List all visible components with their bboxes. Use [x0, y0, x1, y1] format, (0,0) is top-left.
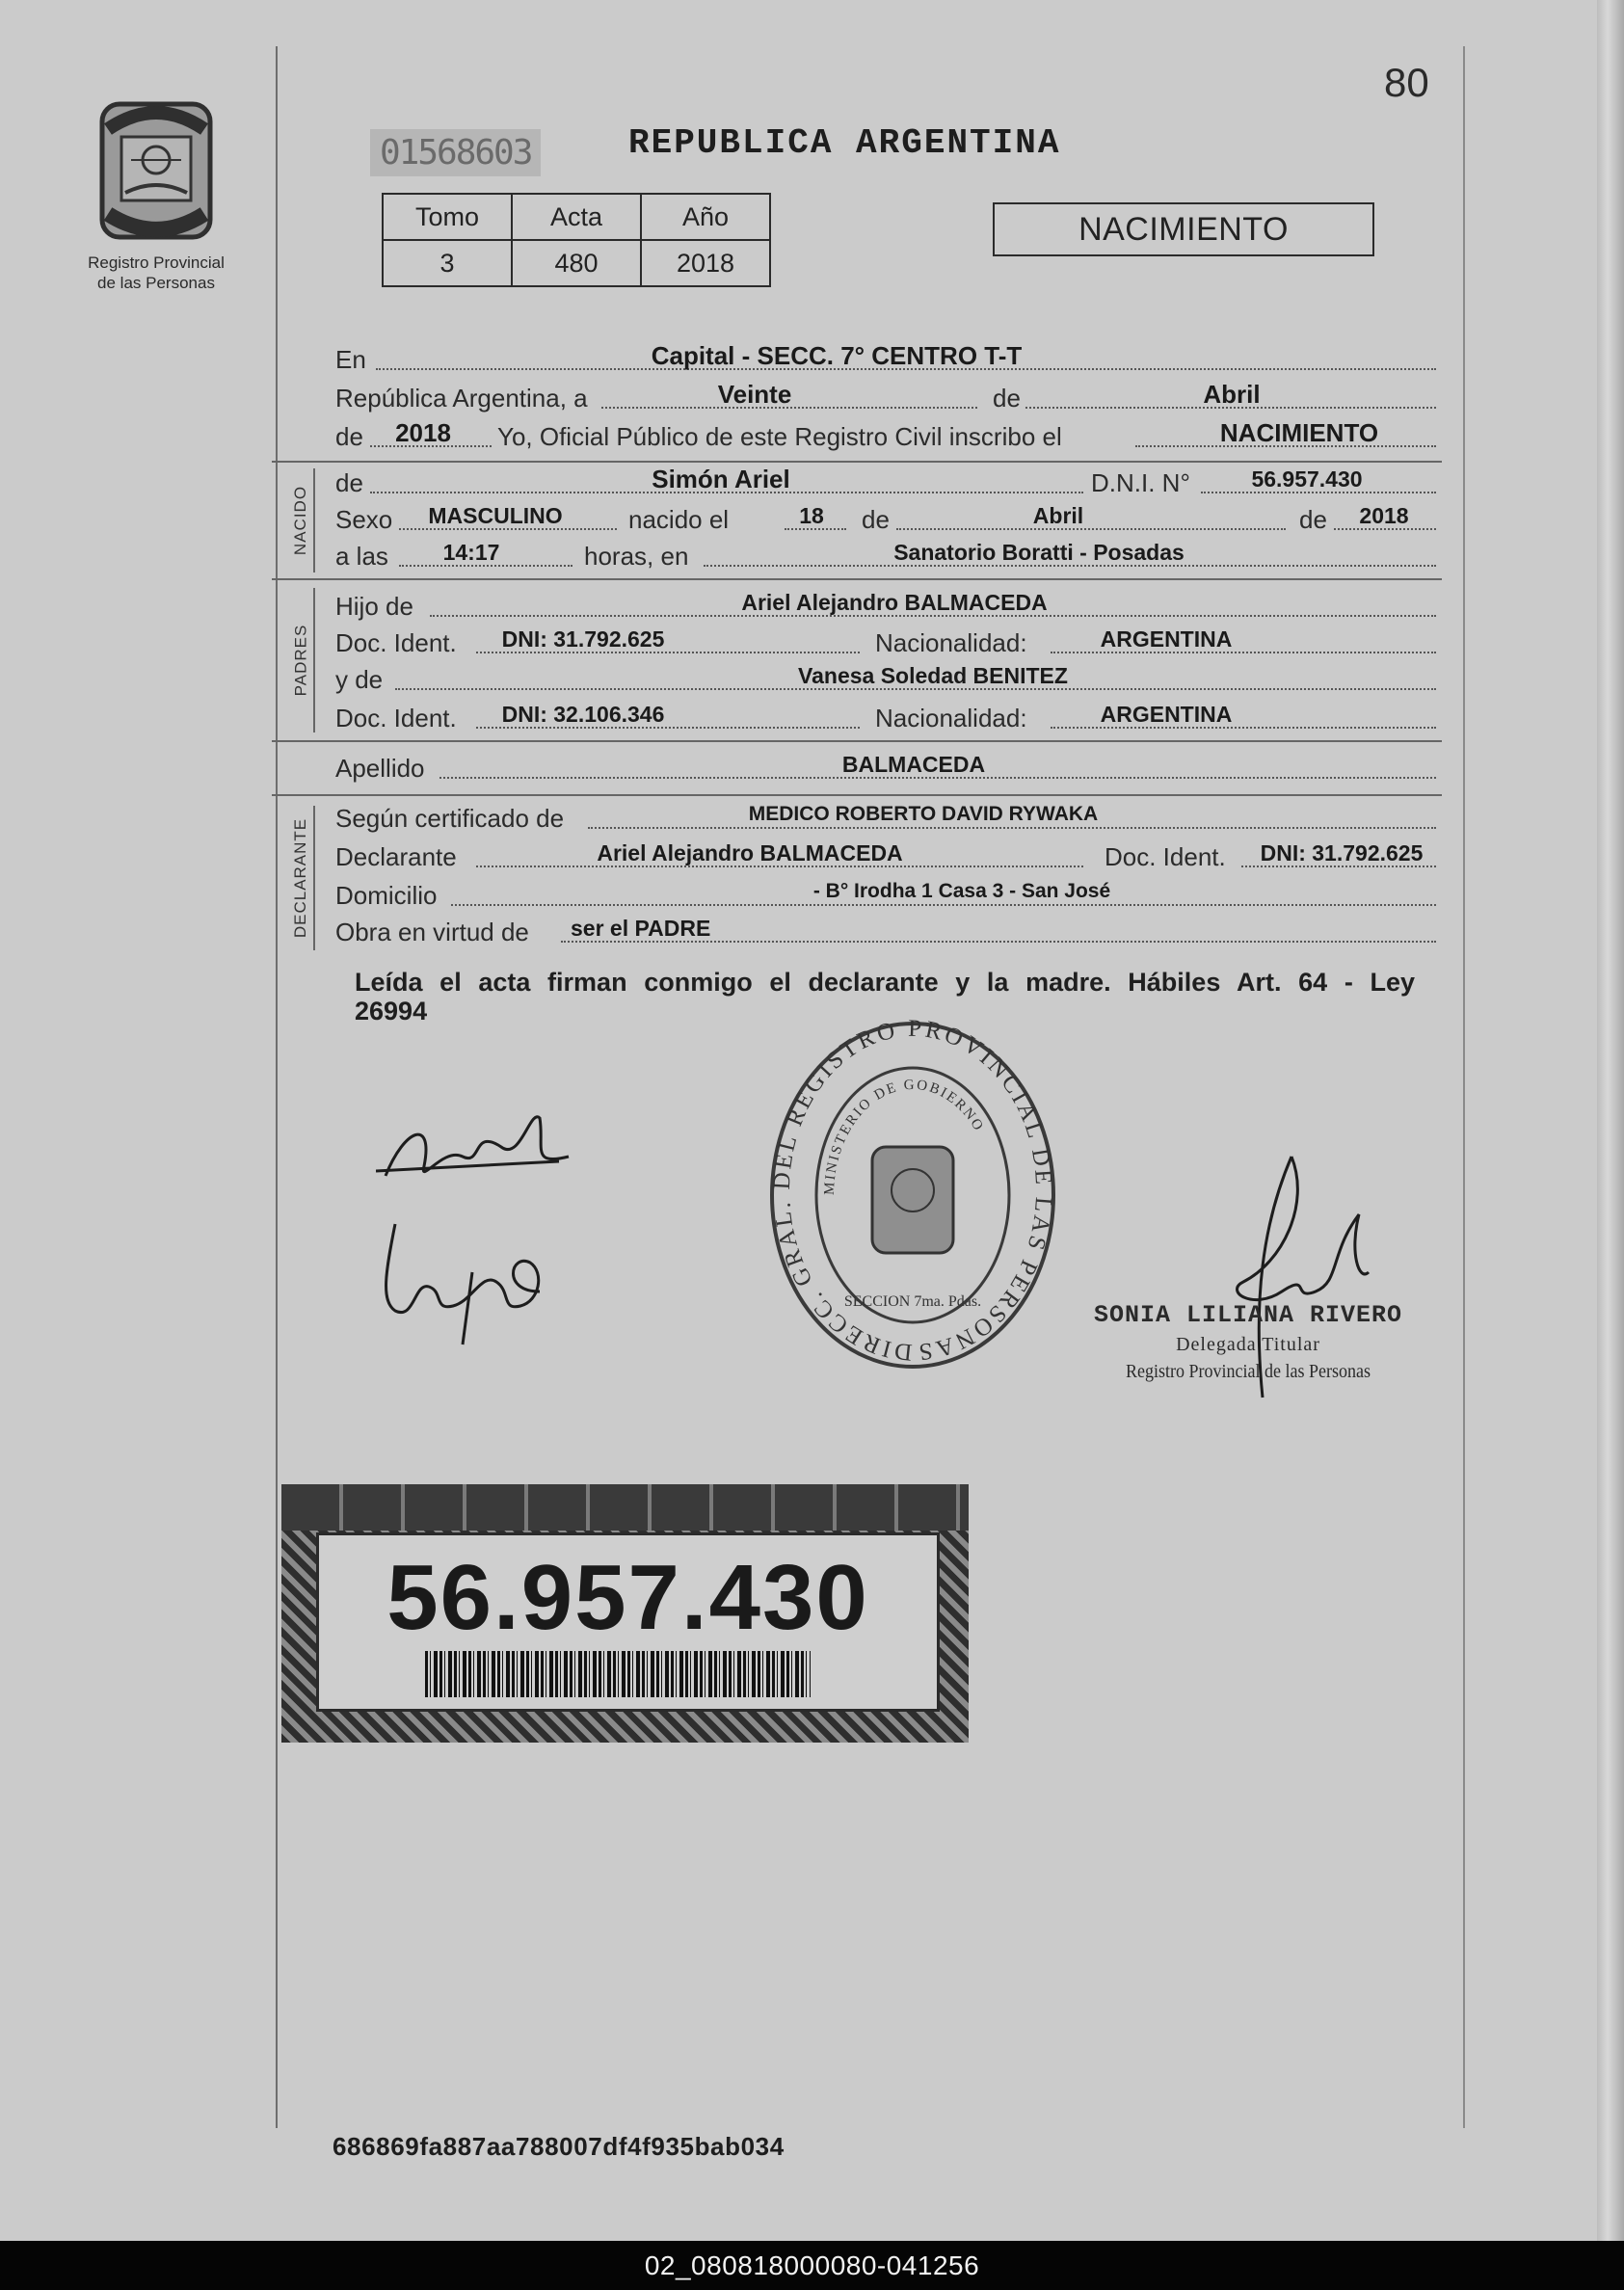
registry-header-ano: Año — [641, 194, 770, 240]
padres-section-bracket — [313, 588, 315, 732]
registry-value-ano: 2018 — [641, 240, 770, 286]
page-number: 80 — [1384, 60, 1429, 105]
nacido-de-label: de — [335, 468, 363, 497]
logo-caption-line2: de las Personas — [97, 274, 215, 292]
dom-label: Domicilio — [335, 881, 438, 910]
birth-day-value: 18 — [799, 503, 824, 528]
en-label: En — [335, 345, 366, 374]
row-domicilio — [335, 879, 1436, 912]
decl-doc-label: Doc. Ident. — [1105, 842, 1226, 871]
row-republica — [335, 382, 1436, 414]
nacido-section-bracket — [313, 468, 315, 572]
stamp-bottom-text: SECCION 7ma. Pdas. — [843, 1293, 982, 1310]
place-value: Sanatorio Boratti - Posadas — [893, 540, 1185, 565]
mother-doc-label: Doc. Ident. — [335, 704, 457, 732]
registry-value-row — [383, 240, 770, 286]
birth-year-value: 2018 — [1359, 503, 1409, 528]
apellido-value: BALMACEDA — [841, 752, 986, 777]
birth-month-value: Abril — [1032, 503, 1084, 528]
official-stamp — [766, 1017, 1060, 1373]
left-margin-line — [276, 46, 278, 2128]
footer-code: 02_080818000080-041256 — [644, 2250, 980, 2280]
decl-value: Ariel Alejandro BALMACEDA — [597, 840, 903, 865]
birth-de1-label: de — [862, 505, 890, 534]
nacido-section-label-text: NACIDO — [291, 485, 309, 556]
sexo-value: MASCULINO — [428, 503, 563, 528]
inscribo-label: Yo, Oficial Público de este Registro Civil inscribo el — [497, 422, 1062, 451]
obra-value: ser el PADRE — [571, 916, 711, 941]
row-hijo-de — [335, 590, 1436, 623]
nacido-el-label: nacido el — [628, 505, 730, 534]
father-nat-label: Nacionalidad: — [875, 628, 1027, 657]
stamp-inner-text: MINISTERIO DE GOBIERNO — [821, 1077, 987, 1196]
row-en — [335, 343, 1436, 376]
declarante-section-bracket — [313, 806, 315, 950]
nacido-name-value: Simón Ariel — [652, 465, 790, 493]
apellido-label: Apellido — [335, 754, 425, 783]
row-apellido — [335, 752, 1436, 785]
logo-caption-line1: Registro Provincial — [88, 253, 225, 272]
row-y-de — [335, 663, 1436, 696]
yde-label: y de — [335, 665, 384, 694]
month-value: Abril — [1203, 380, 1261, 409]
page-edge-shadow — [1597, 0, 1624, 2241]
father-name-value: Ariel Alejandro BALMACEDA — [741, 590, 1048, 615]
mother-signature — [376, 1214, 569, 1349]
father-nat-value: ARGENTINA — [1100, 626, 1233, 652]
dni-label-pattern-strip — [281, 1484, 969, 1531]
inscribo-value: NACIMIENTO — [1219, 418, 1379, 447]
row-nacido-name — [335, 466, 1436, 499]
horas-label: horas, en — [584, 542, 689, 571]
closing-text-line1: Leída el acta firman conmigo el declarante y la madre. Hábiles Art. 64 - Ley — [355, 968, 1415, 997]
misiones-seal-icon — [89, 100, 224, 245]
cert-label: Según certificado de — [335, 804, 565, 833]
stamp-emblem-icon — [872, 1147, 953, 1253]
section-line-padres-top — [272, 578, 1442, 580]
registry-header-tomo: Tomo — [383, 194, 512, 240]
row-hora — [335, 540, 1436, 572]
province-logo — [89, 100, 224, 245]
alas-label: a las — [335, 542, 388, 571]
official-role: Delegada Titular — [1176, 1334, 1320, 1355]
time-value: 14:17 — [442, 540, 500, 565]
row-certificado — [335, 802, 1436, 835]
logo-caption — [60, 253, 253, 293]
dni-label-inner — [316, 1532, 940, 1712]
registry-header-row — [383, 194, 770, 240]
cert-value: MEDICO ROBERTO DAVID RYWAKA — [748, 803, 1099, 825]
section-line-apellido-top — [272, 740, 1442, 742]
stamp-outer-text: DIRECC. GRAL. DEL REGISTRO PROVINCIAL DE LAS PERSONAS — [768, 1017, 1057, 1366]
official-name: SONIA LILIANA RIVERO — [1093, 1301, 1403, 1329]
hijo-label: Hijo de — [335, 592, 413, 621]
mother-nat-label: Nacionalidad: — [875, 704, 1027, 732]
mother-name-value: Vanesa Soledad BENITEZ — [798, 663, 1068, 688]
padres-section-label-text: PADRES — [291, 624, 309, 697]
registry-table — [382, 193, 771, 287]
footer-code-bar — [0, 2241, 1624, 2290]
en-value: Capital - SECC. 7° CENTRO T-T — [651, 341, 1023, 370]
day-value: Veinte — [717, 380, 792, 409]
year-value: 2018 — [395, 418, 451, 447]
row-obra — [335, 916, 1436, 948]
section-line-declarante-top — [272, 794, 1442, 796]
mother-doc-value: DNI: 32.106.346 — [501, 702, 665, 727]
act-type-box: NACIMIENTO — [993, 202, 1374, 256]
row-father-doc — [335, 626, 1436, 659]
republica-label: República Argentina, a — [335, 384, 588, 413]
de-label: de — [993, 384, 1021, 413]
obra-label: Obra en virtud de — [335, 918, 529, 946]
closing-text-line2: 26994 — [355, 997, 428, 1025]
father-doc-label: Doc. Ident. — [335, 628, 457, 657]
document-hash: 686869fa887aa788007df4f935bab034 — [333, 2132, 785, 2161]
row-sexo — [335, 503, 1436, 536]
row-mother-doc — [335, 702, 1436, 734]
decl-label: Declarante — [335, 842, 457, 871]
registry-header-acta: Acta — [512, 194, 641, 240]
right-margin-line — [1463, 46, 1465, 2128]
serial-number: 01568603 — [370, 129, 541, 176]
row-inscribo — [335, 420, 1436, 453]
father-doc-value: DNI: 31.792.625 — [501, 626, 665, 652]
sexo-label: Sexo — [335, 505, 393, 534]
declarant-signature — [376, 1089, 588, 1205]
row-declarante — [335, 840, 1436, 873]
mother-nat-value: ARGENTINA — [1100, 702, 1233, 727]
document-title: REPUBLICA ARGENTINA — [628, 123, 1061, 163]
registry-value-tomo: 3 — [383, 240, 512, 286]
official-office: Registro Provincial de las Personas — [1126, 1361, 1371, 1382]
dni-label-number: 56.957.430 — [386, 1546, 869, 1649]
dom-value: - B° Irodha 1 Casa 3 - San José — [812, 880, 1111, 902]
dni-barcode — [425, 1651, 811, 1697]
year-prefix-label: de — [335, 422, 363, 451]
nacido-dni-value: 56.957.430 — [1251, 466, 1363, 492]
decl-doc-value: DNI: 31.792.625 — [1260, 840, 1424, 865]
dni-label-box — [281, 1484, 969, 1743]
birth-de2-label: de — [1299, 505, 1327, 534]
registry-value-acta: 480 — [512, 240, 641, 286]
declarante-section-label-text: DECLARANTE — [291, 817, 309, 939]
nacido-dni-label: D.N.I. N° — [1091, 468, 1190, 497]
